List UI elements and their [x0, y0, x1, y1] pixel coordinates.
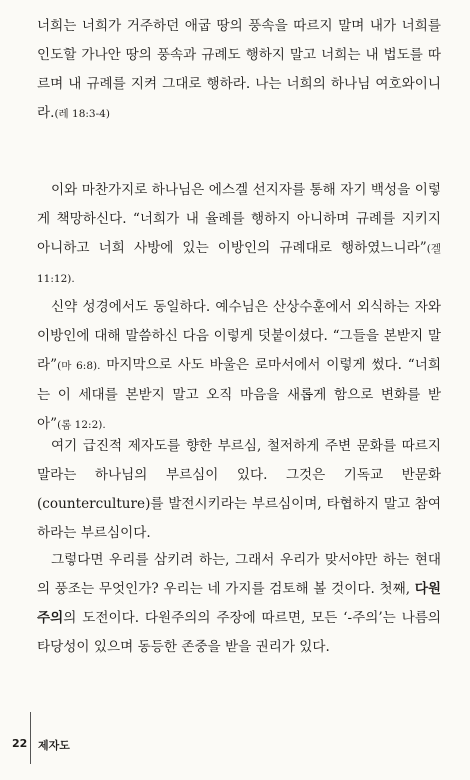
paragraph-text: 여기 급진적 제자도를 향한 부르심, 철저하게 주변 문화를 따르지 말라는 하나님의 부르심이 있다. 그것은 기독교 반문화(counterculture)를 발전시키라는 부르심이며, 타협하지 말고 참여하라는 부르심이다. — [37, 438, 441, 541]
paragraph-question — [37, 546, 441, 662]
paragraph-text: 신약 성경에서도 동일하다. 예수님은 산상수훈에서 외식하는 자와 이방인에 대해 말씀하신 다음 이렇게 덧붙이셨다. “그들을 본받지 말라” — [37, 299, 441, 373]
paragraph-ezekiel — [37, 176, 441, 294]
footer-divider — [30, 712, 31, 764]
page-number: 22 — [12, 737, 28, 750]
paragraph-text: 의 도전이다. 다원주의의 주장에 따르면, 모든 ‘-주의’는 나름의 타당성이 있으며 동등한 존중을 받을 권리가 있다. — [37, 610, 441, 655]
bold-term: 다원주의 — [37, 581, 441, 626]
paragraph-call — [37, 432, 441, 548]
paragraph-text: 이와 마찬가지로 하나님은 에스겔 선지자를 통해 자기 백성을 이렇게 책망하신다. “너희가 내 율례를 행하지 아니하며 규례를 지키지 아니하고 너희 사방에 있는 이방인의 규례대로 행하였느니라” — [37, 182, 441, 256]
paragraph-text: 그렇다면 우리를 삼키려 하는, 그래서 우리가 맞서야만 하는 현대의 풍조는 무엇인가? 우리는 네 가지를 검토해 볼 것이다. 첫째, — [37, 552, 441, 597]
citation: (겔 11:12). — [37, 243, 441, 285]
running-title: 제자도 — [38, 739, 70, 752]
citation: (롬 12:2). — [57, 419, 106, 431]
paragraph-new-testament — [37, 293, 441, 440]
quote-text: 너희는 너희가 거주하던 애굽 땅의 풍속을 따르지 말며 내가 너희를 인도할 가나안 땅의 풍속과 규례도 행하지 말고 너희는 내 법도를 따르며 내 규례를 지켜 그대로 행하라. 나는 너희의 하나님 여호와이니라. — [37, 18, 441, 121]
scripture-quote — [37, 12, 441, 129]
paragraph-text: 마지막으로 사도 바울은 로마서에서 이렇게 썼다. “너희는 이 세대를 본받지 말고 오직 마음을 새롭게 함으로 변화를 받아” — [37, 357, 441, 432]
citation: (마 6:8). — [57, 360, 101, 372]
quote-citation: (레 18:3-4) — [54, 108, 110, 120]
